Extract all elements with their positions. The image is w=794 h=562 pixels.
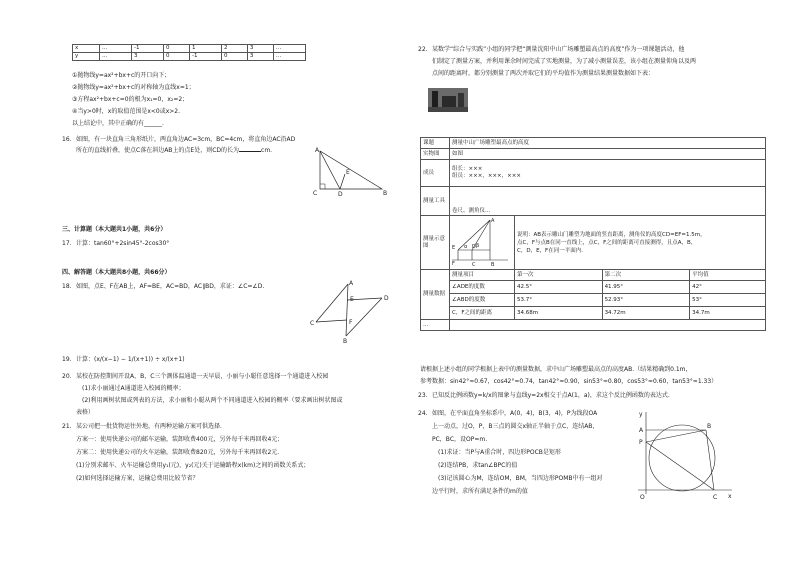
label-x: x xyxy=(728,493,732,500)
label-y: y xyxy=(639,411,643,418)
table-row xyxy=(73,53,306,61)
sculpture-image xyxy=(428,88,468,112)
q21-line-1: 某公司把一批货物运往外地，有两种运输方案可供选择. xyxy=(76,423,222,430)
label-c: C xyxy=(313,190,318,197)
table-cell: 3 xyxy=(247,45,273,53)
table-cell: 3 xyxy=(247,53,273,61)
fold-line-ad xyxy=(320,151,340,189)
line-cf xyxy=(316,320,347,322)
label-e: E xyxy=(350,296,354,303)
diagram-label: F xyxy=(452,261,455,267)
table-cell: 42.5° xyxy=(515,281,603,294)
section-3-heading: 三、计算题（本大题共1小题，共6分） xyxy=(62,226,167,233)
table-cell: 如图 xyxy=(450,149,766,160)
table-cell xyxy=(450,216,515,270)
table-row xyxy=(421,294,766,307)
measurement-table xyxy=(420,137,766,331)
q20-line-1: 某校在防控期间开设A，B，C三个测体温通道一天早晨，小丽与小聪任意选择一个通道进入校园 xyxy=(76,373,329,380)
label-a: A xyxy=(315,147,320,154)
table-row xyxy=(421,320,766,331)
table-cell: x xyxy=(73,45,100,53)
table-cell: … xyxy=(421,320,450,331)
diagram-label: B xyxy=(491,262,495,268)
q18-figure xyxy=(310,280,390,345)
table-cell: 0 xyxy=(164,53,190,61)
q20-sub-2: (2)利用画树状图或列表的方法，求小丽和小聪从两个不同通道进入校园的概率（要求画出树状图或 xyxy=(82,397,343,404)
label-d: D xyxy=(338,191,343,198)
table-row xyxy=(73,45,306,53)
label-f: F xyxy=(349,319,353,326)
q22-line-1: 某数学“综合与实践”小组的同学把“测量沈阳中山广场雕塑最高点的高度”作为一项课题活动，他 xyxy=(432,46,685,53)
table-cell: … xyxy=(100,53,132,61)
diagram-label: β xyxy=(476,243,480,249)
label-b: B xyxy=(383,190,388,197)
q24-number: 24. xyxy=(418,410,428,417)
measurement-diagram xyxy=(450,216,514,266)
line-ac xyxy=(316,284,348,322)
q21-sub-1: (1)分别求邮车、火车运输总费用y₁(元)，y₂(元)关于运输路程x(km)之间的函数关系式； xyxy=(76,462,310,469)
table-cell: 0 xyxy=(164,45,190,53)
q24-line-3: PC，BC，设OP=m. xyxy=(432,436,488,443)
table-cell: 平均值 xyxy=(690,270,766,281)
q19-text: 计算：(x/(x−1) − 1/(x+1)) ÷ x/(x+1) xyxy=(76,356,185,363)
q22-ask: 请根据上述小组的同学根据上表中的测量数据，求中山广场雕塑最高点的高度AB.（结果精确到0.1m， xyxy=(420,366,692,373)
table-cell: 测量中山广场雕塑最高点的高度 xyxy=(450,138,766,149)
q17-number: 17. xyxy=(62,240,72,247)
segment-pb xyxy=(646,430,706,442)
q24-sub-3b: 边平行时，求所有满足条件的m的值 xyxy=(432,488,528,495)
table-cell: … xyxy=(100,45,132,53)
q24-coordinate-figure xyxy=(636,410,736,502)
q18-number: 18. xyxy=(62,283,72,290)
segment-pc xyxy=(646,442,714,490)
table-row xyxy=(421,187,766,216)
table-cell: 成员 xyxy=(421,160,450,187)
q24-line-1: 如图，在平面直角坐标系中，A(0，4)，B(3，4)，P为线段OA xyxy=(432,410,598,417)
q21-number: 21. xyxy=(62,423,72,430)
table-cell xyxy=(450,160,766,187)
table-cell: ∠ABD的度数 xyxy=(450,294,515,307)
q16-unit: cm. xyxy=(261,147,273,154)
table-cell: 34.72m xyxy=(602,307,690,320)
label-o: O xyxy=(640,494,645,501)
section-4-heading: 四、解答题（本大题共8小题，共66分） xyxy=(62,269,171,276)
line-ab xyxy=(346,284,348,336)
label-p: P xyxy=(639,439,643,446)
q22-line-3: 点间的距离时，都分别测量了两次并取它们的平均值作为测量结果测量数据如下表： xyxy=(432,70,655,77)
table-cell: -1 xyxy=(132,45,164,53)
segment-de xyxy=(340,174,345,189)
q22-reference: 参考数据：sin42°≈0.67，cos42°≈0.74，tan42°≈0.90，sin53°≈0.80，cos53°≈0.60，tan53°≈1.33） xyxy=(420,378,718,385)
table-cell: 34.68m xyxy=(515,307,603,320)
table-row xyxy=(421,216,766,270)
xy-value-table xyxy=(72,44,306,61)
q16-line-1: 如图，有一块直角三角形纸片，两直角边AC=3cm，BC=4cm，将直角边AC沿AD xyxy=(76,136,296,143)
q22-number: 22. xyxy=(418,46,428,53)
table-cell: 卷尺、测角仪… xyxy=(450,187,766,216)
table-cell: … xyxy=(273,53,305,61)
q24-line-2: 上一动点，过O，P，B三点的圆交x轴正半轴于点C，连结AB， xyxy=(432,423,599,430)
table-cell: 第二次 xyxy=(602,270,690,281)
table-cell: -1 xyxy=(189,53,221,61)
table-cell: y xyxy=(73,53,100,61)
right-column xyxy=(418,0,774,562)
table-row xyxy=(421,307,766,320)
table-cell xyxy=(515,216,766,270)
table-cell: 测量示意图 xyxy=(421,216,450,270)
table-cell: … xyxy=(273,45,305,53)
members-text: 组员：×××，×××，××× xyxy=(452,173,521,179)
table-cell: 测量工具 xyxy=(421,187,450,216)
q18-text: 如图，点E、F在AB上，AF=BE，AC=BD，AC∥BD，求证：∠C=∠D. xyxy=(76,283,265,290)
table-cell: 实物图 xyxy=(421,149,450,160)
q20-sub-2b: 表格） xyxy=(76,409,95,416)
q15-item-1: ①抛物线y=ax²+bx+c的开口向下； xyxy=(72,72,171,79)
table-cell: C，F之间的距离 xyxy=(450,307,515,320)
table-row xyxy=(421,149,766,160)
q16-triangle-figure xyxy=(310,147,390,197)
q24-sub-1: (1)求证：当P与A重合时，四边形POCB是矩形 xyxy=(438,449,561,456)
label-b: B xyxy=(343,338,348,345)
table-cell: 53.7° xyxy=(515,294,603,307)
q20-number: 20. xyxy=(62,373,72,380)
label-c: C xyxy=(713,494,718,501)
table-cell: 测量项目 xyxy=(450,270,515,281)
label-e: E xyxy=(346,169,350,176)
table-cell: 53° xyxy=(690,294,766,307)
right-angle-mark xyxy=(320,184,325,189)
table-cell: 3 xyxy=(132,53,164,61)
q20-sub-1: (1)求小丽通过A通道进入校园的概率； xyxy=(82,385,185,392)
table-row xyxy=(421,270,766,281)
q16-text: 所在的直线折叠，使点C落在斜边AB上的点E处，则CD的长为 xyxy=(76,147,240,154)
answer-blank xyxy=(239,151,261,152)
q21-sub-2: (2)如何选择运输方案，运输总费用比较节省？ xyxy=(76,475,199,482)
label-d: D xyxy=(384,295,389,302)
table-cell: 2 xyxy=(221,45,247,53)
table-row xyxy=(421,138,766,149)
q15-conclusion: 以上结论中，其中正确的有______. xyxy=(72,120,164,127)
desc-line: C，D，E，F在同一平面内. xyxy=(517,247,583,254)
table-row xyxy=(421,160,766,187)
table-cell: 42° xyxy=(690,281,766,294)
table-cell xyxy=(450,320,766,331)
table-row xyxy=(421,281,766,294)
segment-bc xyxy=(706,430,714,490)
q17-text: 计算：tan60°+2sin45°-2cos30° xyxy=(76,240,170,247)
diagram-label: A xyxy=(491,218,495,224)
table-cell: 测量数据 xyxy=(421,270,450,320)
table-cell: 0 xyxy=(221,53,247,61)
table-cell: 课题 xyxy=(421,138,450,149)
q23-text: 已知反比例函数y=k/x的图象与直线y=2x相交于点A(1，a)，求这个反比例函数的表达式. xyxy=(432,392,670,399)
label-c: C xyxy=(310,320,315,327)
q24-sub-2: (2)连结PB，求tan∠BPC的值 xyxy=(438,462,518,469)
q23-number: 23. xyxy=(418,392,428,399)
left-column xyxy=(62,0,397,562)
q16-line-2 xyxy=(76,147,272,155)
q15-item-2: ②抛物线y=ax²+bx+c的对称轴为直线x=1； xyxy=(72,84,195,91)
label-b: B xyxy=(707,423,712,430)
sculpture-photo xyxy=(428,88,468,112)
diagram-label: α xyxy=(464,244,468,250)
label-a: A xyxy=(349,280,354,287)
line-bd xyxy=(346,298,382,336)
q19-number: 19. xyxy=(62,356,72,363)
table-cell: 第一次 xyxy=(515,270,603,281)
diagram-label: C xyxy=(472,262,476,268)
diagram-label: D xyxy=(472,244,476,250)
q24-sub-3a: (3)记该圆心为M，连结OM，BM，当四边形POMB中有一组对 xyxy=(438,475,603,482)
diagram-label: E xyxy=(452,245,456,251)
q21-plan-2: 方案二：使用快递公司的火车运输，装卸收费820元，另外每千米再回收2元. xyxy=(76,449,280,456)
table-cell: ∠ADE的度数 xyxy=(450,281,515,294)
q21-plan-1: 方案一：使用快递公司的邮车运输，装卸收费400元，另外每千米再回收4元； xyxy=(76,436,284,443)
leader-text: 组长：××× xyxy=(452,166,483,172)
table-cell: 41.95° xyxy=(602,281,690,294)
label-a: A xyxy=(639,427,644,434)
desc-line: 说明：AB表示雕山门雕塑为地面的竖直距离，测角仪的高度CD=EF=1.5m， xyxy=(517,231,706,238)
desc-line: 点C，F与点B在同一直线上，点C，F之间的距离可直接测得，且点A，B， xyxy=(517,239,697,246)
q16-number: 16. xyxy=(62,136,72,143)
q22-line-2: 们制定了测量方案，并利用课余时间完成了实地测量，为了减小测量误差，该小组在测量仰角以及两 xyxy=(432,58,697,65)
q15-item-4: ④当y>0时，x的取值范围是x<0或x>2. xyxy=(72,108,181,115)
triangle-abc xyxy=(320,151,382,189)
q15-item-3: ③方程ax²+bx+c=0的根为x₁=0，x₂=2； xyxy=(72,96,189,103)
table-cell: 52.93° xyxy=(602,294,690,307)
table-cell: 1 xyxy=(189,45,221,53)
table-cell: 34.7m xyxy=(690,307,766,320)
